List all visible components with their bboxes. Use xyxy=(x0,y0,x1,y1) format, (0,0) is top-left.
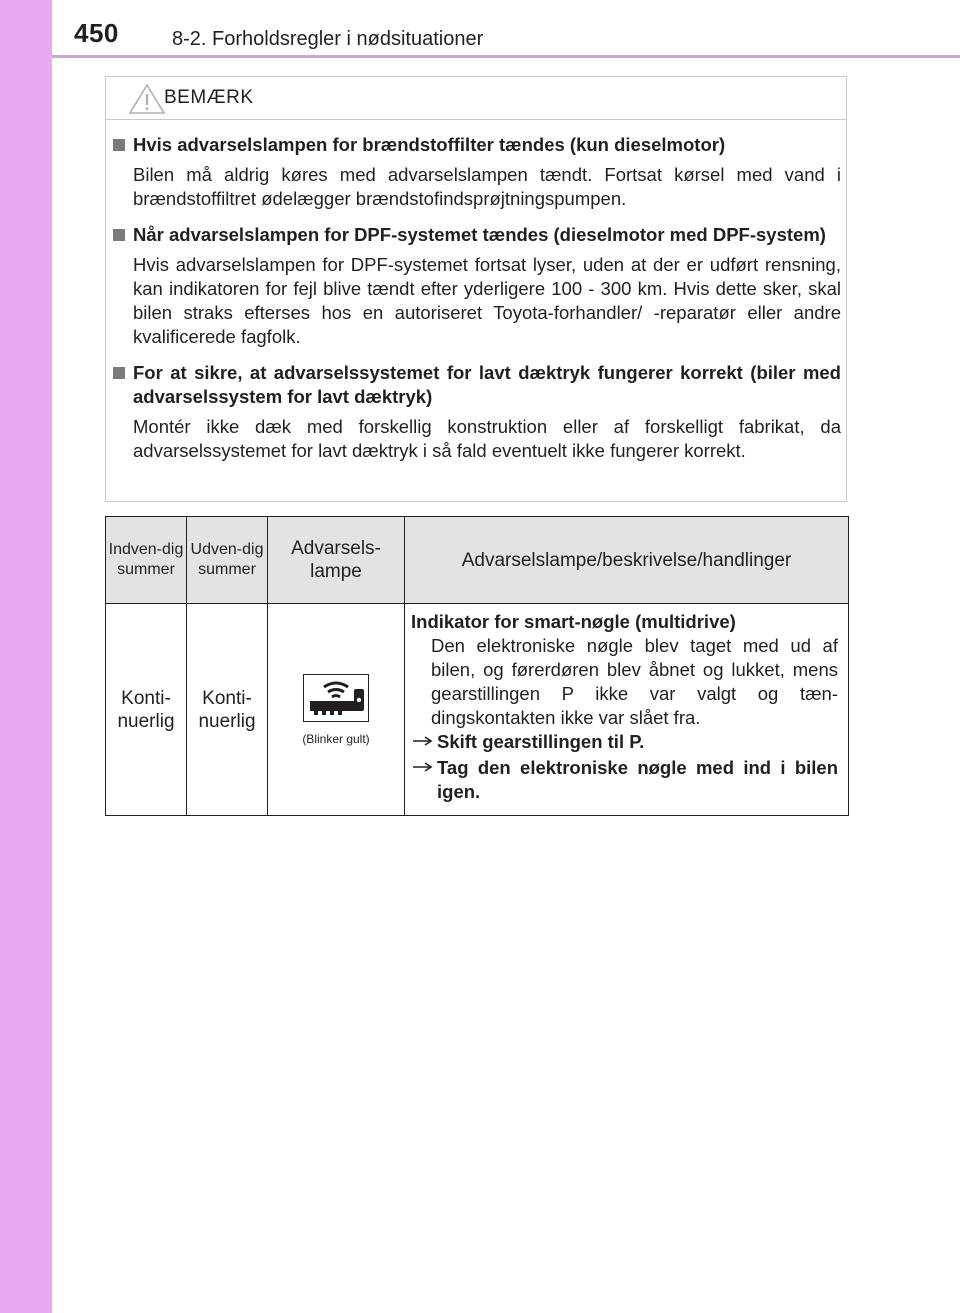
action-item xyxy=(411,730,838,756)
inner-buzzer-cell: Konti-nuerlig xyxy=(106,604,187,816)
note-item-text: Hvis advarselslampen for DPF-systemet fortsat lyser, uden at der er udført rensning, kan indikatoren for fejl blive tændt efter yderligere 100 - 300 km. Hvis dette sker, skal bilen straks efterses hos en autoriseret Toyota-forhandler/ -reparatør eller andre kvalificerede fagfolk. xyxy=(133,254,841,347)
note-item-heading xyxy=(113,133,841,157)
note-item-heading xyxy=(113,223,841,247)
note-box xyxy=(105,76,847,502)
description-cell xyxy=(405,604,849,816)
note-item-heading-text: Når advarselslampen for DPF-systemet tændes (dieselmotor med DPF-system) xyxy=(133,224,826,245)
page-header xyxy=(52,0,960,56)
lamp-caption: (Blinker gult) xyxy=(302,731,370,746)
note-item xyxy=(113,361,841,463)
note-item-text: Bilen må aldrig køres med advarselslampen tændt. Fortsat kørsel med vand i brændstoffiltret ødelægger brændstofindsprøjtningspumpen. xyxy=(133,164,841,209)
header-description: Advarselslampe/beskrivelse/handlinger xyxy=(405,517,849,604)
note-item xyxy=(113,223,841,349)
indicator-description: Den elektroniske nøgle blev taget med ud af bilen, og førerdøren blev åbnet og lukket, mens gearstillingen P ikke var valgt og tæn-dingskontakten ikke var slået fra. xyxy=(431,635,838,728)
outer-buzzer-cell: Konti-nuerlig xyxy=(187,604,268,816)
warning-triangle-icon xyxy=(128,83,166,115)
action-item xyxy=(411,756,838,804)
square-bullet-icon xyxy=(113,367,125,379)
action-text: Tag den elektroniske nøgle med ind i bilen igen. xyxy=(437,757,838,802)
note-item-heading-text: Hvis advarselslampen for brændstoffilter tændes (kun dieselmotor) xyxy=(133,134,726,155)
chapter-side-tab xyxy=(0,0,52,1313)
note-item-text: Montér ikke dæk med forskellig konstruktion eller af forskelligt fabrikat, da advarselssystemet for lavt dæktryk i så fald eventuelt ikke fungerer korrekt. xyxy=(133,416,841,461)
header-rule xyxy=(52,55,960,58)
table-header-row xyxy=(106,517,849,604)
smart-key-indicator-icon xyxy=(303,674,369,722)
note-body xyxy=(113,133,841,475)
note-item-heading xyxy=(113,361,841,409)
header-outer-buzzer: Udven-dig summer xyxy=(187,517,268,604)
page-number: 450 xyxy=(74,18,119,48)
square-bullet-icon xyxy=(113,139,125,151)
action-text: Skift gearstillingen til P. xyxy=(437,731,645,752)
arrow-right-icon xyxy=(411,730,437,756)
note-title: BEMÆRK xyxy=(164,87,254,108)
header-warning-lamp: Advarsels-lampe xyxy=(268,517,405,604)
note-item xyxy=(113,133,841,211)
note-header xyxy=(106,77,846,120)
warning-lamp-cell xyxy=(268,604,405,816)
header-inner-buzzer: Indven-dig summer xyxy=(106,517,187,604)
table-row xyxy=(106,604,849,816)
note-item-heading-text: For at sikre, at advarselssystemet for lavt dæktryk fungerer korrekt (biler med advarselssystem for lavt dæktryk) xyxy=(133,362,841,407)
arrow-right-icon xyxy=(411,756,437,804)
section-title: 8-2. Forholdsregler i nødsituationer xyxy=(172,28,484,50)
square-bullet-icon xyxy=(113,229,125,241)
indicator-title: Indikator for smart-nøgle (multidrive) xyxy=(411,611,736,632)
warning-lamp-table xyxy=(105,516,849,816)
